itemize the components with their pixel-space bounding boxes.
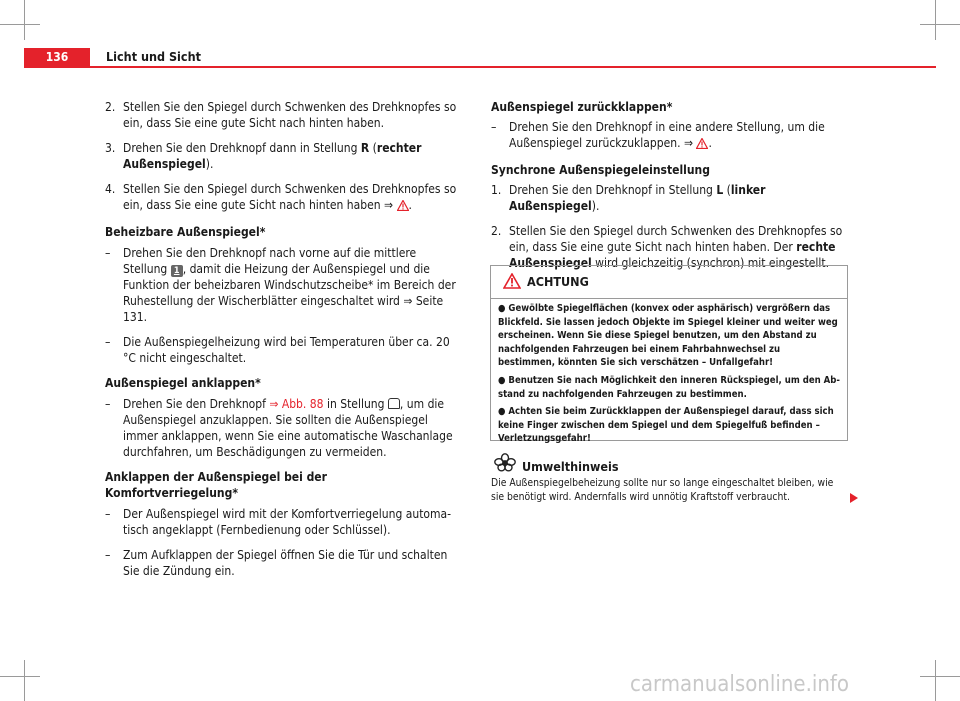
dash: – (105, 397, 111, 411)
step-text: Stellen Sie den Spiegel durch Schwenken des Drehknopfes so ein, dass Sie eine gute Sicht nach hinten haben. Der (509, 224, 843, 254)
warning-icon[interactable] (397, 199, 409, 215)
crop-mark (920, 24, 960, 25)
crop-mark (0, 676, 40, 677)
warning-item: ● Benutzen Sie nach Möglichkeit den inneren Rückspiegel, um den Abstand zu nachfolgenden Fahrzeugen zu bestimmen. (498, 374, 840, 400)
position-label: R (360, 141, 370, 155)
dash: – (105, 507, 111, 521)
step-text: ). (591, 199, 600, 213)
step-text: Drehen Sie den Drehknopf in Stellung (509, 183, 717, 197)
crop-mark (24, 660, 25, 701)
dash: – (105, 548, 111, 562)
figure-link[interactable]: ⇒ Abb. 88 (269, 397, 324, 411)
watermark: carmanualsonline.info (630, 672, 849, 697)
warning-box (490, 265, 848, 445)
item-text: , um die Außenspiegel anzuklappen. Sie sollten die Außenspiegel immer anklappen, wenn Sie eine automatische Waschanlage durchfahren, um Beschädigungen zu vermeiden. (123, 397, 453, 459)
step-number: 4. (105, 182, 116, 196)
step-4 (105, 181, 461, 215)
emphasis: rechte Außenspiegel (509, 240, 836, 270)
step-3 (105, 140, 461, 172)
unfold-item-1 (491, 119, 843, 153)
crop-mark (920, 676, 960, 677)
item-text: Der Außenspiegel wird mit der Komfortverriegelung automatisch angeklappt (Fernbedienung oder Schlüssel). (123, 507, 452, 537)
sync-step-2 (491, 223, 843, 271)
fold-heading: Außenspiegel anklappen* (105, 376, 261, 390)
item-text: Drehen Sie den Drehknopf in eine andere Stellung, um die Außenspiegel zurückzuklappen. ⇒ (509, 120, 825, 150)
item-text: in Stellung (323, 397, 388, 411)
crop-mark (935, 0, 936, 40)
step-number: 1. (491, 183, 502, 197)
warning-header (491, 266, 847, 299)
step-2 (105, 99, 461, 131)
step-text: wird gleichzeitig (synchron) mit eingestellt. (591, 256, 830, 270)
item-text: , damit die Heizung der Außenspiegel und die Funktion der beheizbaren Windschutzscheibe* im Bereich der Ruhestellung der Wischerblätter eingeschaltet wird ⇒ Seite 131. (123, 262, 456, 324)
item-text: Drehen Sie den Drehknopf (123, 397, 270, 411)
flower-icon (494, 453, 516, 477)
fold-item-1 (105, 396, 461, 460)
item-text: . (708, 136, 712, 150)
warning-item: ● Gewölbte Spiegelflächen (konvex oder asphärisch) vergrößern das Blickfeld. Sie lassen jedoch Objekte im Spiegel kleiner und weiter weg erscheinen. Wenn Sie diese Spiegel benutzen, um den Abstand zu nachfolgenden Fahrzeugen bei einem Fahrbahnwechsel zu bestimmen, könnten Sie sich verschätzen – Unfallgefahr! (498, 303, 838, 369)
step-number: 2. (105, 100, 116, 114)
position-name: linker Außenspiegel (509, 183, 766, 213)
heated-item-1 (105, 245, 461, 325)
crop-mark (24, 0, 25, 40)
warning-item: ● Achten Sie beim Zurückklappen der Außenspiegel darauf, dass sich keine Finger zwischen dem Spiegel und dem Spiegelfuß befinden – Verletzungsgefahr! (498, 406, 834, 445)
step-text: ( (369, 141, 377, 155)
dash: – (491, 120, 497, 134)
position-name: rechter Außenspiegel (123, 141, 422, 171)
sync-step-1 (491, 182, 843, 214)
crop-mark (935, 660, 936, 701)
section-title: Licht und Sicht (106, 49, 201, 64)
crop-mark (0, 24, 40, 25)
warning-body (491, 299, 847, 446)
position-label: L (716, 183, 724, 197)
warning-icon (503, 273, 521, 293)
step-text: Stellen Sie den Spiegel durch Schwenken des Drehknopfes so ein, dass Sie eine gute Sicht nach hinten haben ⇒ (123, 182, 457, 212)
step-number: 2. (491, 224, 502, 238)
folded-mirror-icon (388, 398, 400, 409)
unfold-heading: Außenspiegel zurückklappen* (491, 100, 673, 114)
dash: – (105, 335, 111, 349)
page-number: 136 (24, 48, 90, 66)
right-column (491, 99, 843, 271)
step-text: Stellen Sie den Spiegel durch Schwenken des Drehknopfes so ein, dass Sie eine gute Sicht nach hinten haben. (123, 100, 457, 130)
left-column (105, 99, 461, 579)
header-rule (24, 66, 936, 68)
step-number: 3. (105, 141, 116, 155)
callout-badge: 1 (171, 265, 183, 277)
continue-arrow-icon[interactable] (850, 493, 858, 503)
heated-heading: Beheizbare Außenspiegel* (105, 225, 266, 239)
step-text: Drehen Sie den Drehknopf dann in Stellung (123, 141, 361, 155)
comfort-item-2 (105, 547, 461, 579)
comfort-item-1 (105, 506, 461, 538)
item-text: Drehen Sie den Drehknopf nach vorne auf die mittlere Stellung (123, 246, 417, 276)
environment-title: Umwelthinweis (522, 459, 619, 474)
warning-title: ACHTUNG (527, 274, 589, 289)
heated-item-2 (105, 334, 461, 366)
dash: – (105, 246, 111, 260)
step-text: . (408, 198, 412, 212)
environment-text: Die Außenspiegelbeheizung sollte nur so lange eingeschaltet bleiben, wie sie benötigt wird. Andernfalls wird unnötig Kraftstoff verbraucht. (491, 477, 834, 503)
warning-icon[interactable] (696, 137, 708, 153)
sync-heading: Synchrone Außenspiegeleinstellung (491, 163, 710, 177)
item-text: Zum Aufklappen der Spiegel öffnen Sie die Tür und schalten Sie die Zündung ein. (123, 548, 448, 578)
item-text: Die Außenspiegelheizung wird bei Temperaturen über ca. 20 °C nicht eingeschaltet. (123, 335, 450, 365)
comfort-heading: Anklappen der Außenspiegel bei der Komfortverriegelung* (105, 470, 327, 500)
step-text: ( (723, 183, 731, 197)
step-text: ). (205, 157, 214, 171)
